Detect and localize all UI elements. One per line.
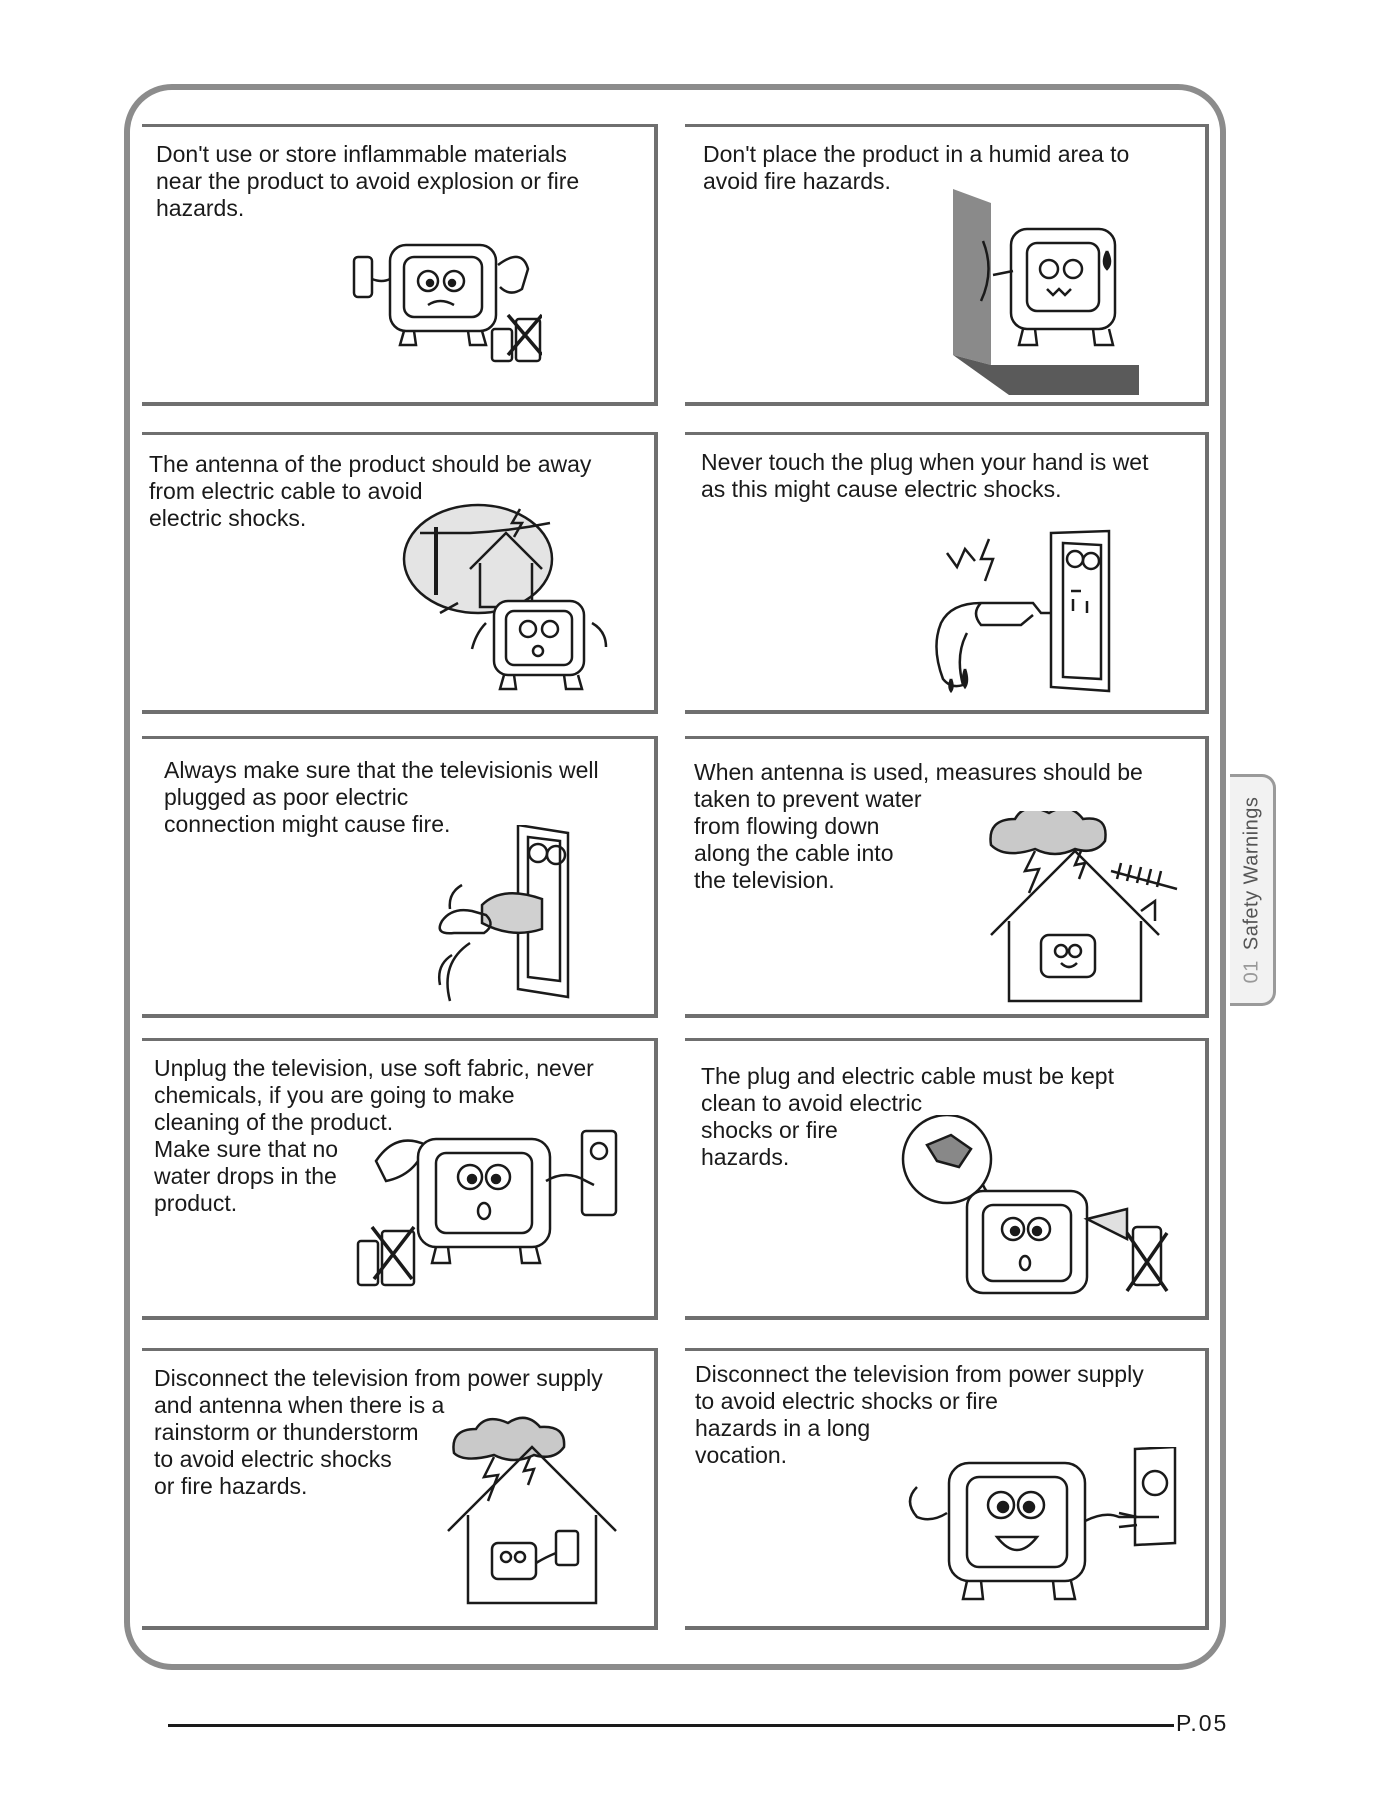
tv-cleaning-icon <box>356 1121 628 1295</box>
section-number: 01 <box>1240 960 1262 984</box>
panel-clean-plug <box>685 1038 1209 1320</box>
panel-text: Always make sure that the televisionis well plugged as poor electric connection might cause fire. <box>164 757 599 837</box>
panel-text: Don't use or store inflammable materials near the product to avoid explosion or fire hazards. <box>156 141 580 221</box>
clean-plug-icon <box>897 1115 1181 1305</box>
panel-wet-hand-plug <box>685 432 1209 714</box>
panel-cleaning <box>142 1038 658 1320</box>
panel-text: The antenna of the product should be away from electric cable to avoid electric shocks. <box>149 451 592 531</box>
panel-long-vocation <box>685 1348 1209 1630</box>
panel-well-plugged <box>142 736 658 1018</box>
footer-rule <box>168 1724 1174 1727</box>
panel-text: When antenna is used, measures should be taken to prevent water from flowing down along the cable into the television. <box>694 759 1143 893</box>
section-title: Safety Warnings <box>1240 796 1262 951</box>
page-number: P.05 <box>1176 1710 1229 1736</box>
antenna-rain-house-icon <box>981 811 1189 1005</box>
panel-text: The plug and electric cable must be kept clean to avoid electric shocks or fire hazards. <box>701 1063 1114 1170</box>
section-tab-text <box>1240 797 1263 984</box>
plug-firmly-icon <box>422 825 602 1005</box>
panel-antenna-cable <box>142 432 658 714</box>
section-tab <box>1230 774 1276 1006</box>
tv-near-wet-wall-icon <box>953 189 1145 395</box>
wet-hand-plug-icon <box>921 529 1141 699</box>
panel-text: Unplug the television, use soft fabric, never chemicals, if you are going to make cleaning of the product. Make sure that no water drops in the product. <box>154 1055 594 1216</box>
antenna-away-from-cable-icon <box>400 503 620 699</box>
panel-antenna-water <box>685 736 1209 1018</box>
tv-refusing-flammables-icon <box>342 223 542 373</box>
unplug-long-absence-icon <box>897 1447 1181 1613</box>
panel-text: Disconnect the television from power supply to avoid electric shocks or fire hazards in a long vocation. <box>695 1361 1144 1468</box>
panel-text: Never touch the plug when your hand is wet as this might cause electric shocks. <box>701 449 1149 502</box>
panel-text: Don't place the product in a humid area to avoid fire hazards. <box>703 141 1130 194</box>
panel-inflammable-materials <box>142 124 658 406</box>
panel-thunderstorm <box>142 1348 658 1630</box>
panel-text: Disconnect the television from power supply and antenna when there is a rainstorm or thunderstorm to avoid electric shocks or fire hazards. <box>154 1365 603 1499</box>
thunderstorm-house-icon <box>444 1413 640 1609</box>
panel-humid-area <box>685 124 1209 406</box>
